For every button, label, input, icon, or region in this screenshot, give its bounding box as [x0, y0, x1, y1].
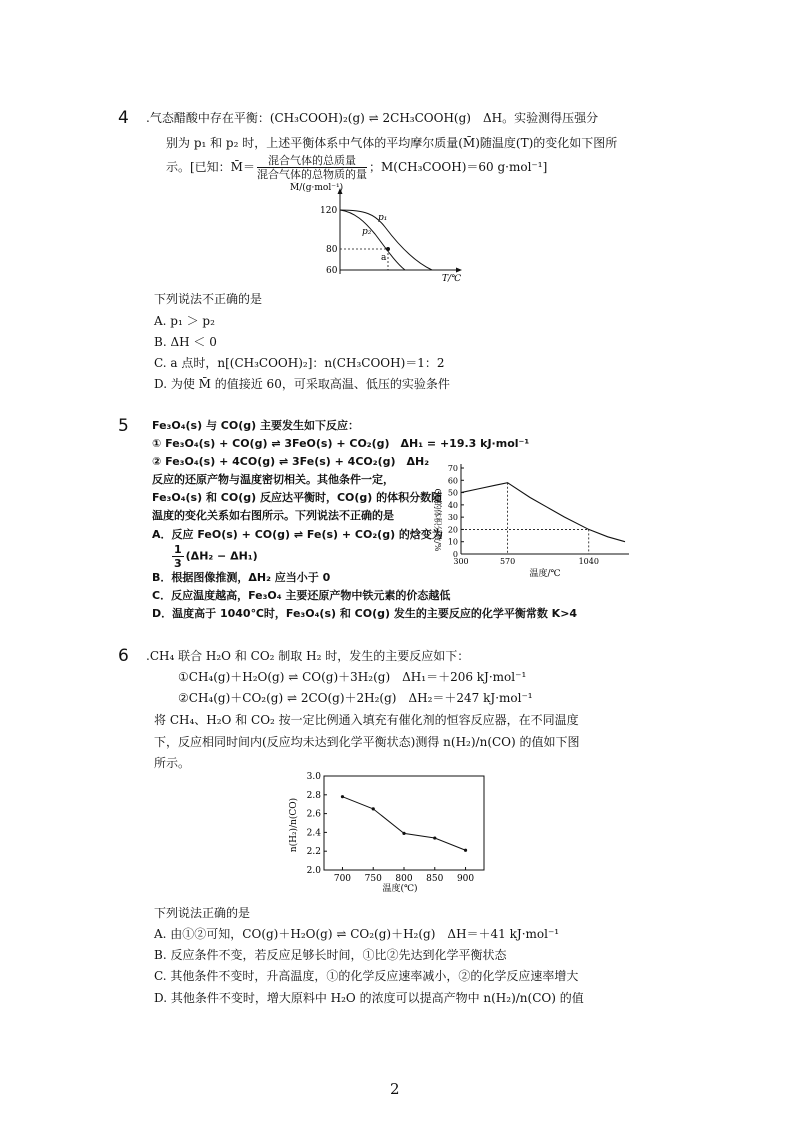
q6-data-point — [341, 795, 344, 798]
q5-ytick-label: 70 — [447, 464, 458, 473]
q5-text-line-2: 反应的还原产物与温度密切相关。其他条件一定， — [152, 473, 394, 486]
q5-series-line — [461, 483, 625, 542]
q6-xtick-label: 900 — [456, 874, 475, 884]
q6-ytick-label: 2.8 — [306, 790, 321, 801]
q5-ytick-label: 0 — [452, 550, 458, 559]
q5-frac-num: 1 — [174, 543, 182, 556]
q4-ytick-60: 60 — [326, 266, 338, 276]
q6-reaction-1: ①CH₄(g)＋H₂O(g) ⇌ CO(g)＋3H₂(g) ΔH₁＝＋206 kJ·mol⁻¹ — [178, 670, 527, 684]
q5-option-b: B．根据图像推测，ΔH₂ 应当小于 0 — [152, 571, 331, 584]
q6-option-c: C. 其他条件不变时，升高温度，①的化学反应速率减小，②的化学反应速率增大 — [154, 969, 579, 983]
q5-option-a-expr: (ΔH₂ − ΔH₁) — [185, 549, 258, 563]
q6-ytick-label: 2.6 — [306, 809, 321, 820]
q4-option-c: C. a 点时，n[(CH₃COOH)₂]：n(CH₃COOH)＝1：2 — [154, 356, 445, 370]
q6-xtick-label: 800 — [395, 874, 413, 884]
q6-option-d: D. 其他条件不变时，增大原料中 H₂O 的浓度可以提高产物中 n(H₂)/n(CO) 的值 — [154, 991, 584, 1005]
q5-ytick-label: 40 — [447, 500, 458, 510]
q4-fraction-numerator: 混合气体的总质量 — [257, 154, 367, 168]
question-4-number: 4 — [118, 108, 129, 128]
question-6-number: 6 — [118, 646, 129, 666]
q5-y-axis-label: CO的体积分数/% — [433, 488, 442, 552]
q4-fraction-denominator: 混合气体的总物质的量 — [256, 168, 367, 181]
q6-text-line-1: .CH₄ 联合 H₂O 和 CO₂ 制取 H₂ 时，发生的主要反应如下： — [146, 649, 470, 663]
q6-ytick-label: 2.2 — [306, 847, 321, 858]
q5-ytick-label: 30 — [447, 513, 458, 523]
q6-option-a: A. 由①②可知，CO(g)＋H₂O(g) ⇌ CO₂(g)＋H₂(g) ΔH＝＋41 kJ·mol⁻¹ — [154, 927, 560, 941]
q5-option-a-line-1: A．反应 FeO(s) + CO(g) ⇌ Fe(s) + CO₂(g) 的焓变为 — [152, 528, 443, 541]
q4-stem: 下列说法不正确的是 — [154, 292, 263, 306]
q4-text-line-2: 别为 p₁ 和 p₂ 时，上述平衡体系中气体的平均摩尔质量(M̄)随温度(T)的变化如下图所 — [166, 136, 618, 150]
q6-xtick-label: 700 — [333, 874, 352, 884]
question-5-number: 5 — [118, 416, 129, 436]
page-number: 2 — [390, 1080, 400, 1098]
q5-x-axis-label: 温度/℃ — [529, 569, 561, 579]
q4-molar-mass-fraction — [257, 154, 367, 181]
q6-text-line-3: 下，反应相同时间内(反应均未达到化学平衡状态)测得 n(H₂)/n(CO) 的值如下图 — [154, 735, 580, 749]
q6-y-axis-label: n(H₂)/n(CO) — [289, 797, 299, 853]
q5-option-a-line-2 — [170, 543, 258, 570]
q5-option-c: C．反应温度越高，Fe₃O₄ 主要还原产物中铁元素的价态越低 — [152, 589, 451, 602]
q5-xtick-label: 1040 — [578, 557, 599, 566]
q6-text-line-2: 将 CH₄、H₂O 和 CO₂ 按一定比例通入填充有催化剂的恒容反应器，在不同温度 — [154, 713, 579, 727]
q6-data-point — [464, 849, 467, 852]
q4-option-a: A. p₁ ＞ p₂ — [154, 314, 215, 328]
q4-molar-mass-chart — [290, 182, 470, 282]
q4-label-p1: p₁ — [378, 213, 388, 223]
q4-label-a: a — [381, 253, 387, 263]
q6-xtick-label: 750 — [364, 874, 382, 884]
q4-line3-suffix: ；M(CH₃COOH)＝60 g·mol⁻¹] — [368, 160, 548, 174]
q5-ytick-label: 10 — [447, 537, 458, 547]
q6-text-line-4: 所示。 — [154, 756, 191, 770]
q4-x-axis-label: T/℃ — [442, 274, 462, 282]
q6-series-line — [342, 797, 465, 851]
q4-option-b: B. ΔH ＜ 0 — [154, 335, 217, 349]
q5-option-d: D．温度高于 1040℃时，Fe₃O₄(s) 和 CO(g) 发生的主要反应的化学平衡常数 K>4 — [152, 607, 578, 620]
q6-x-axis-label: 温度(℃) — [382, 884, 418, 894]
q6-data-point — [402, 832, 405, 835]
q6-ytick-label: 2.0 — [306, 866, 321, 876]
q5-text-line-1: Fe₃O₄(s) 与 CO(g) 主要发生如下反应： — [152, 419, 359, 432]
q6-ytick-label: 2.4 — [306, 828, 321, 839]
q5-ytick-label: 60 — [447, 476, 458, 486]
q5-text-line-4: 温度的变化关系如右图所示。下列说法不正确的是 — [152, 509, 394, 522]
q5-co-fraction-chart — [425, 460, 635, 580]
q6-ratio-chart — [280, 770, 490, 895]
q4-text-line-1: .气态醋酸中存在平衡：(CH₃COOH)₂(g) ⇌ 2CH₃COOH(g) ΔH。实验测得压强分 — [146, 111, 599, 125]
q6-reaction-2: ②CH₄(g)＋CO₂(g) ⇌ 2CO(g)＋2H₂(g) ΔH₂＝＋247 kJ·mol⁻¹ — [178, 691, 533, 705]
q5-fraction-one-third — [172, 543, 184, 570]
q5-reaction-2: ② Fe₃O₄(s) + 4CO(g) ⇌ 3Fe(s) + 4CO₂(g) ΔH₂ — [152, 455, 430, 468]
q6-plot-frame — [324, 776, 484, 870]
q4-line3-prefix: 示。[已知：M̄＝ — [166, 160, 255, 174]
q5-reaction-1: ① Fe₃O₄(s) + CO(g) ⇌ 3FeO(s) + CO₂(g) ΔH₁ = +19.3 kJ·mol⁻¹ — [152, 437, 530, 450]
q4-ytick-120: 120 — [320, 206, 338, 216]
q4-option-d: D. 为使 M̄ 的值接近 60，可采取高温、低压的实验条件 — [154, 377, 450, 391]
q5-frac-den: 3 — [174, 557, 182, 570]
q4-y-axis-label: M̄/(g·mol⁻¹) — [290, 183, 344, 193]
q4-x-arrow — [456, 268, 462, 273]
q4-point-a — [386, 247, 390, 251]
q4-text-line-3 — [166, 152, 547, 182]
q6-data-point — [372, 807, 375, 810]
q5-xtick-label: 570 — [499, 557, 516, 566]
q4-label-p2: p₂ — [362, 227, 372, 237]
q6-stem: 下列说法正确的是 — [154, 906, 251, 920]
q5-ytick-label: 20 — [447, 525, 458, 535]
q6-ytick-label: 3.0 — [306, 772, 321, 782]
q6-option-b: B. 反应条件不变，若反应足够长时间，①比②先达到化学平衡状态 — [154, 948, 507, 962]
q5-ytick-label: 50 — [447, 488, 458, 498]
q5-xtick-label: 300 — [453, 557, 469, 566]
q6-xtick-label: 850 — [426, 874, 444, 884]
q5-text-line-3: Fe₃O₄(s) 和 CO(g) 反应达平衡时，CO(g) 的体积分数随 — [152, 491, 443, 504]
q4-ytick-80: 80 — [326, 245, 338, 255]
q6-data-point — [433, 836, 436, 839]
